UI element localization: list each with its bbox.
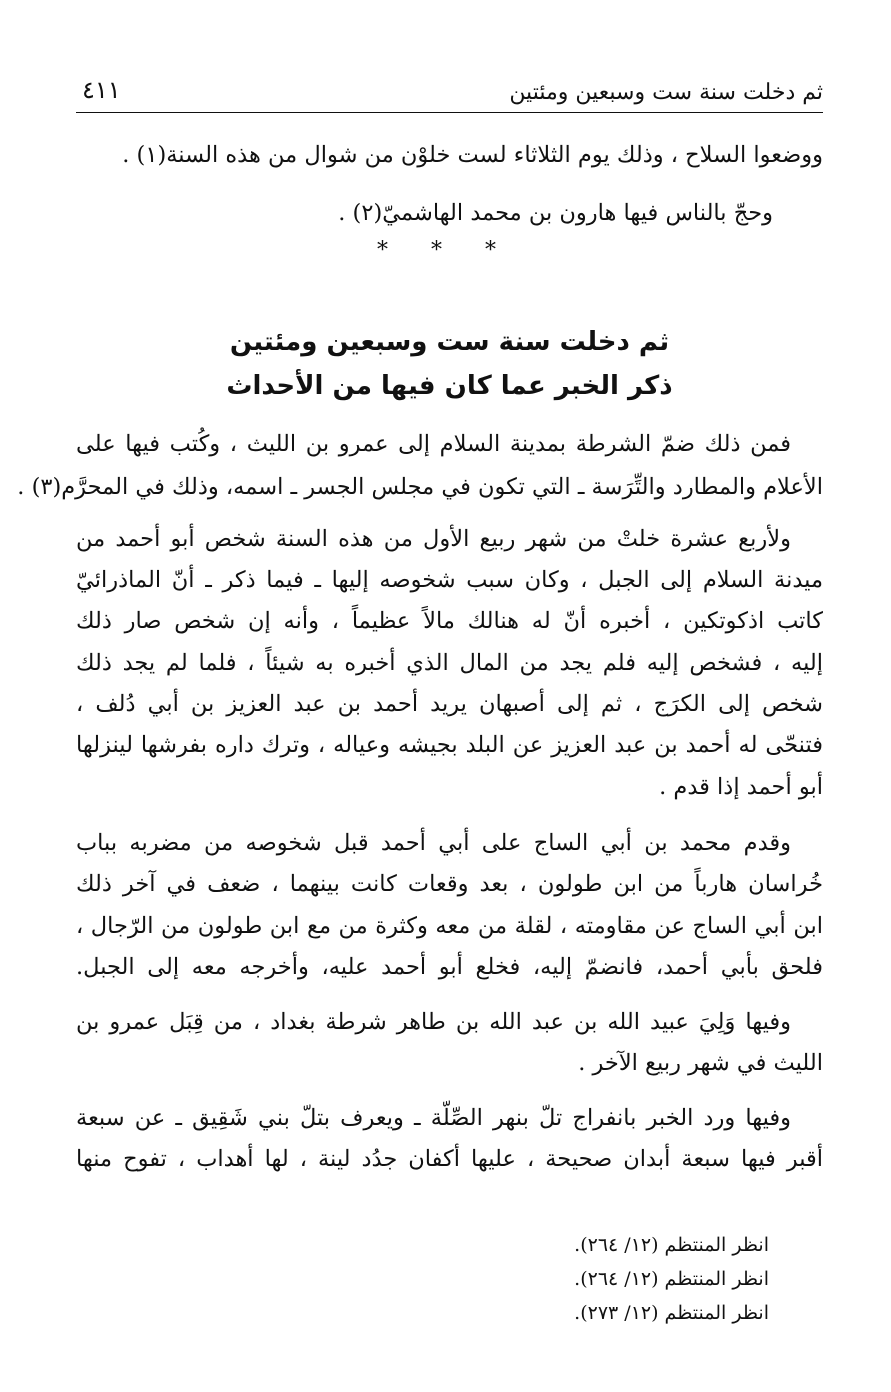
paragraph-line: فلحق بأبي أحمد، فانضمّ إليه، فخلع أبو أحمد عليه، وأخرجه معه إلى الجبل. [76,954,823,980]
paragraph-line: ولأربع عشرة خلتْ من شهر ربيع الأول من هذه السنة شخص أبو أحمد من [76,526,791,552]
text-line: وحجّ بالناس فيها هارون بن محمد الهاشميّ(٢) . [338,200,773,226]
paragraph-line: الأعلام والمطارد والتِّرَسة ـ التي تكون في مجلس الجسر ـ اسمه، وذلك في المحرَّم(٣) . [17,474,823,500]
year-heading: ثم دخلت سنة ست وسبعين ومئتين [229,327,670,357]
page-header [76,72,823,108]
paragraph-line: وفيها ورد الخبر بانفراج تلّ بنهر الصِّلّة ـ ويعرف بتلّ بني شَقِيق ـ عن سبعة [76,1105,791,1131]
paragraph-line: وفيها وَلِيَ عبيد الله بن عبد الله بن طاهر شرطة بغداد ، من قِبَل عمرو بن [76,1009,791,1035]
page-number: ٤١١ [82,76,121,104]
paragraph-line: فتنحّى له أحمد بن عبد العزيز عن البلد بجيشه وعياله ، وترك داره بفرشها لينزلها [76,732,823,758]
footnote: انظر المنتظم (١٢/ ٢٦٤). [574,1268,769,1290]
section-subtitle: ذكر الخبر عما كان فيها من الأحداث [226,371,673,401]
paragraph-line: وقدم محمد بن أبي الساج على أبي أحمد قبل شخوصه من مضربه بباب [76,830,791,856]
section-separator: * * * [377,238,514,263]
paragraph-line: فمن ذلك ضمّ الشرطة بمدينة السلام إلى عمرو بن الليث ، وكُتب فيها على [76,431,791,457]
paragraph-line: كاتب اذكوتكين ، أخبره أنّ له هنالك مالاً عظيماً ، وأنه إن شخص صار ذلك [76,608,823,634]
footnote: انظر المنتظم (١٢/ ٢٦٤). [574,1234,769,1256]
paragraph-line: خُراسان هارباً من ابن طولون ، بعد وقعات كانت بينهما ، ضعف في آخر ذلك [76,871,823,897]
running-title: ثم دخلت سنة ست وسبعين ومئتين [509,80,823,105]
paragraph-line: أقبر فيها سبعة أبدان صحيحة ، عليها أكفان جدُد لينة ، لها أهداب ، تفوح منها [76,1146,823,1172]
text-line: ووضعوا السلاح ، وذلك يوم الثلاثاء لست خلوْن من شوال من هذه السنة(١) . [122,142,823,168]
paragraph-line: الليث في شهر ربيع الآخر . [578,1050,823,1076]
header-rule [76,112,823,113]
paragraph-line: إليه ، فشخص إليه فلم يجد من المال الذي أخبره به شيئاً ، فلما لم يجد ذلك [76,650,823,676]
paragraph-line: ميدنة السلام إلى الجبل ، وكان سبب شخوصه إليها ـ فيما ذكر ـ أنّ الماذرائيّ [76,567,823,593]
paragraph-line: ابن أبي الساج عن مقاومته ، لقلة من معه وكثرة من مع ابن طولون من الرّجال ، [76,913,823,939]
footnote: انظر المنتظم (١٢/ ٢٧٣). [574,1302,769,1324]
paragraph-line: أبو أحمد إذا قدم . [659,774,823,800]
paragraph-line: شخص إلى الكرَج ، ثم إلى أصبهان يريد أحمد بن عبد العزيز بن أبي دُلف ، [76,691,823,717]
